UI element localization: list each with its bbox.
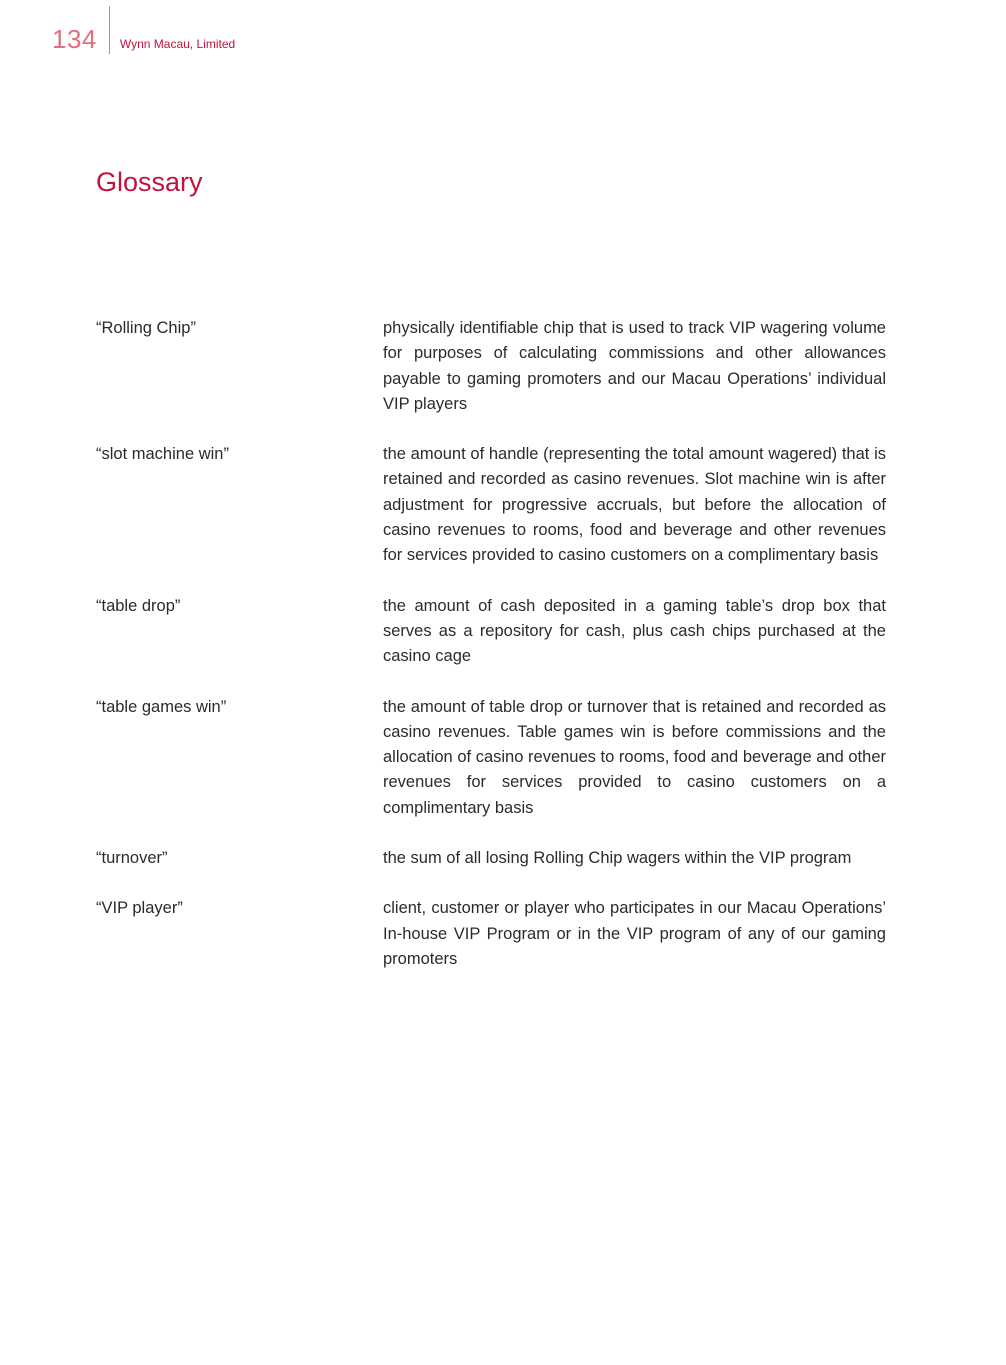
glossary-term: “Rolling Chip” — [96, 319, 196, 337]
glossary-entry-slot-machine-win — [96, 442, 886, 568]
company-name: Wynn Macau, Limited — [119, 37, 236, 51]
glossary-definition: client, customer or player who participates in our Macau Operations’ In-house VIP Program or in the VIP program of any of our gaming promoters — [383, 899, 886, 968]
glossary-entry-turnover — [96, 846, 886, 871]
header-divider — [109, 6, 110, 54]
glossary-definition: physically identifiable chip that is used to track VIP wagering volume for purposes of calculating commissions and other allowances payable to gaming promoters and our Macau Operations’ individual VIP players — [383, 319, 886, 413]
glossary-definition: the amount of handle (representing the total amount wagered) that is retained and recorded as casino revenues. Slot machine win is after adjustment for progressive accruals, but before the allocation of casino revenues to rooms, food and beverage and other revenues for services provided to casino customers on a complimentary basis — [383, 445, 886, 565]
glossary-term: “turnover” — [96, 849, 168, 868]
glossary-list — [96, 316, 886, 997]
glossary-definition: the sum of all losing Rolling Chip wagers within the VIP program — [383, 849, 852, 868]
glossary-term: “table games win” — [96, 697, 227, 716]
glossary-entry-vip-player — [96, 896, 886, 972]
glossary-entry-table-games-win — [96, 695, 886, 821]
page-title: Glossary — [96, 167, 203, 197]
glossary-definition: the amount of table drop or turnover that is retained and recorded as casino revenues. Table games win is before commissions and the allocation of casino revenues to rooms, food and beverage and other revenues for services provided to casino customers on a complimentary basis — [383, 697, 886, 817]
glossary-definition: the amount of cash deposited in a gaming table’s drop box that serves as a repository for cash, plus cash chips purchased at the casino cage — [383, 596, 886, 666]
page-header — [52, 14, 235, 54]
glossary-entry-table-drop — [96, 594, 886, 670]
glossary-term: “VIP player” — [96, 899, 183, 918]
glossary-term: “slot machine win” — [96, 445, 229, 464]
page-number: 134 — [52, 24, 97, 54]
glossary-entry-rolling-chip — [96, 316, 886, 417]
glossary-term: “table drop” — [96, 596, 181, 615]
